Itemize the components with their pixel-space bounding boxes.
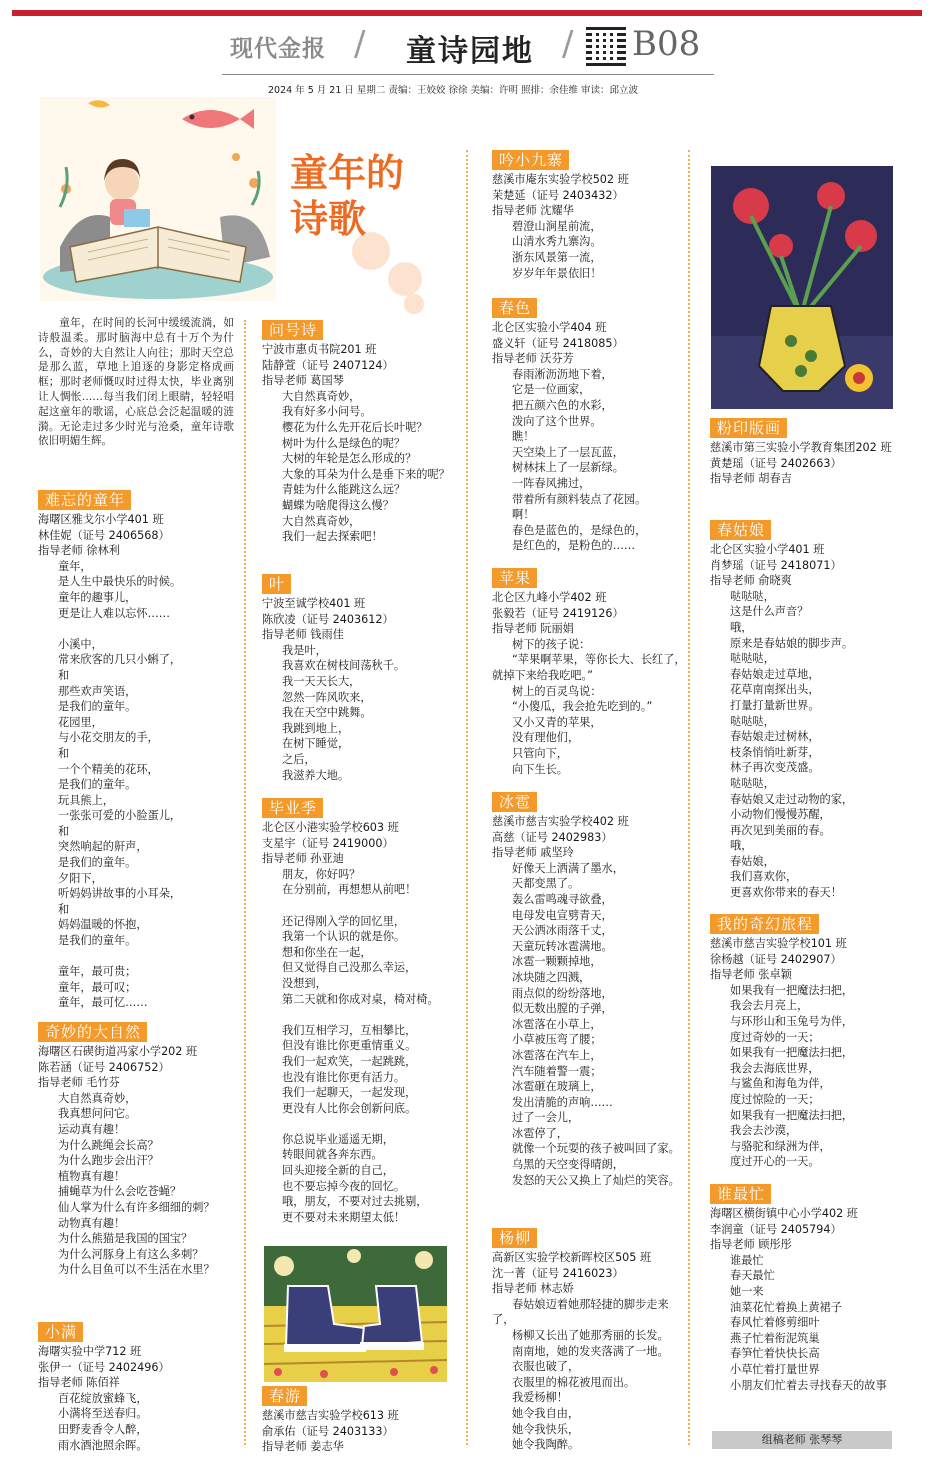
poem-line: 又小又青的苹果， [512, 715, 602, 729]
poem-line: 如果我有一把魔法扫把， [730, 1046, 854, 1060]
poem-student: 支星宇（证号 2419000） [262, 836, 394, 850]
poem-school: 慈溪市慈吉实验学校101 班 [710, 937, 847, 950]
column-separator [244, 320, 246, 1445]
poem-teacher: 指导老师 葛国琴 [262, 374, 344, 388]
poem-line: 没有理他们， [512, 731, 580, 745]
poem-line: 浙东风景第一流， [512, 250, 602, 264]
poem-line: 小朋友们忙着去寻找春天的故事 [730, 1378, 887, 1392]
poem-line: 发怒的天公又换上了灿烂的笑容。 [512, 1173, 680, 1187]
poem-student: 陈欣凌（证号 2403612） [262, 612, 394, 626]
poem-line: 我们互相学习，互相攀比， [282, 1023, 417, 1037]
poem-line: 天公洒冰雨落千丈， [512, 924, 613, 938]
poem-line: 是我们的童年。 [58, 856, 137, 870]
poem-line: 童年，最可忆…… [58, 996, 148, 1010]
poem-line: 一阵春风拂过， [512, 476, 591, 490]
poem-line: 大自然真奇妙， [58, 1091, 137, 1105]
poem-line: 谁最忙 [730, 1253, 764, 1267]
poem-line: 樱花为什么先开花后长叶呢？ [282, 420, 428, 434]
poem-line: 春天最忙 [730, 1269, 775, 1283]
feature-title [290, 150, 404, 242]
poem-line: 杨柳又长出了她那秀丽的长发。 [512, 1328, 669, 1342]
poem-block [262, 568, 458, 783]
poem-line: 汽车随着警一震； [512, 1064, 602, 1078]
poem-line: 哦， [730, 620, 753, 634]
poem-line: 花草南南探出头， [730, 683, 820, 697]
intro-paragraph [38, 316, 234, 449]
poem-title: 吟小九寨 [492, 150, 569, 170]
poem-student: 肖梦瑶（证号 2418071） [710, 558, 842, 572]
poem-line: 我是叶， [282, 643, 327, 657]
poem-block [492, 144, 688, 281]
poem-line: 忽然一阵风吹来， [282, 690, 372, 704]
poem-block [710, 514, 894, 901]
poem-line: 第二天就和你成对桌，椅对椅。 [282, 992, 439, 1006]
poem-line [38, 621, 234, 637]
poem-school: 海曙区石碶街道冯家小学202 班 [38, 1045, 198, 1058]
poem-line: 林子再次变茂盛。 [730, 761, 820, 775]
poem-student: 林佳妮（证号 2406568） [38, 528, 170, 542]
poem-line: 就像一个玩耍的孩子被叫回了家。 [512, 1142, 680, 1156]
poem-line: 春色是蓝色的，是绿色的， [512, 523, 647, 537]
poem-line: 花园里， [58, 715, 103, 729]
poem-school: 北仑区实验小学404 班 [492, 321, 607, 334]
poem-line: 小草被压弯了腰； [512, 1033, 602, 1047]
poem-line: 只管向下， [512, 746, 568, 760]
issue-meta: 2024 年 5 月 21 日 星期二 责编：王姣姣 徐徐 美编：许明 照排：余佳维 审读：邱立波 [268, 85, 639, 96]
poem-line: 童年，最可叹； [58, 980, 137, 994]
painting-print [711, 166, 893, 409]
poem-line: 百花绽放蜜蜂飞， [58, 1391, 148, 1405]
poem-line: 打量打量新世界。 [730, 698, 820, 712]
poem-line [262, 1007, 458, 1023]
poem-line: 好像天上洒满了墨水， [512, 861, 624, 875]
poem-line: 我会去海底世界， [730, 1061, 820, 1075]
poem-line: 是我们的童年。 [58, 700, 137, 714]
poem-student: 张伊一（证号 2402496） [38, 1360, 170, 1374]
poem-teacher: 指导老师 俞晓爽 [710, 574, 792, 588]
poem-student: 陆静萱（证号 2407124） [262, 358, 394, 372]
masthead [222, 24, 722, 72]
poem-line: 是我们的童年。 [58, 778, 137, 792]
poem-line: 听妈妈讲故事的小耳朵， [58, 887, 182, 901]
poem-line: 还记得刚入学的回忆里， [282, 914, 406, 928]
poem-line: 发出清脆的声响…… [512, 1095, 613, 1109]
poem-line: 我爱杨柳！ [512, 1391, 568, 1405]
poem-line: 小满将至送春归。 [58, 1407, 148, 1421]
intro-text: 童年，在时间的长河中缓缓流淌，如诗般温柔。那时脑海中总有十万个为什么，奇妙的大自然让人向往；那时天空总是那么蓝，草地上追逐的身影定格成画框；那时老师慨叹时过得太快，毕业离别让人惆怅……每当我们闭上眼睛，轻轻唱起这童年的歌谣，心底总会泛起温暖的涟漪。无论走过多少时光与沧桑，童年诗歌依旧明媚生辉。 [38, 317, 234, 448]
poem-line: 我们一起去探索吧！ [282, 530, 383, 544]
poem-line: 小草忙着打量世界 [730, 1362, 820, 1376]
qr-code-icon [586, 26, 626, 66]
poem-school: 慈溪市慈吉实验学校613 班 [262, 1409, 399, 1422]
poem-line: 在树下睡觉， [282, 737, 350, 751]
poem-teacher: 指导老师 沃芬芳 [492, 352, 574, 366]
poem-line: 春雨淅沥沥地下着， [512, 367, 613, 381]
poem-block [710, 412, 894, 487]
poem-line: 电母发电宣劈青天， [512, 908, 613, 922]
title-line: 诗歌 [290, 197, 367, 241]
poem-line: 泼向了这个世界。 [512, 414, 602, 428]
poem-school: 宁波至诚学校401 班 [262, 597, 366, 610]
flower-vase-painting-image [711, 166, 893, 409]
top-red-bar [12, 10, 922, 16]
poem-line: 哒哒哒， [730, 589, 775, 603]
poem-line: 与环形山和玉兔号为伴， [730, 1014, 854, 1028]
poem-line: 我跳到地上， [282, 721, 350, 735]
poem-block [262, 314, 458, 545]
column-separator [688, 150, 690, 1445]
poem-line: 树叶为什么是绿色的呢？ [282, 436, 406, 450]
poem-line: 玩具熊上， [58, 793, 114, 807]
poem-line: 树林抹上了一层新绿。 [512, 461, 624, 475]
poem-line: 这是什么声音？ [730, 605, 809, 619]
poem-line: 冰块随之四溅， [512, 970, 591, 984]
poem-line: 春风忙着修剪细叶 [730, 1316, 820, 1330]
poem-line [262, 1116, 458, 1132]
editor-credit: 组稿老师 张琴琴 [712, 1431, 892, 1449]
poem-line: 天都变黑了。 [512, 877, 580, 891]
poem-line: 她一来 [730, 1284, 764, 1298]
poem-line: 田野麦香令人醉， [58, 1422, 148, 1436]
hero-illustration [40, 97, 276, 301]
poem-line: 度过奇妙的一天； [730, 1030, 820, 1044]
poem-line: 枝条悄悄吐新芽， [730, 745, 820, 759]
poem-line: 再次见到美丽的春。 [730, 823, 831, 837]
poem-line: 冰雹落在汽车上， [512, 1048, 602, 1062]
poem-line: 燕子忙着衔泥筑巢 [730, 1331, 820, 1345]
poem-line: 我喜欢在树枝间荡秋千。 [282, 659, 406, 673]
poem-line: 动物真有趣！ [58, 1216, 126, 1230]
poem-line: 带着所有颜料装点了花园。 [512, 492, 647, 506]
poem-line: 与小花交朋友的手， [58, 731, 159, 745]
poem-line: 仙人掌为什么有许多细细的刺？ [58, 1200, 215, 1214]
poem-block [262, 1380, 458, 1455]
poem-line: 山清水秀九寨沟。 [512, 235, 602, 249]
poem-student: 沈一菁（证号 2416023） [492, 1266, 624, 1280]
poem-line: 如果我有一把魔法扫把， [730, 983, 854, 997]
poem-line: 想和你坐在一起， [282, 945, 372, 959]
poem-teacher: 指导老师 胡春吉 [710, 472, 792, 486]
poem-line: 原来是春姑娘的脚步声。 [730, 636, 854, 650]
poem-line: 我有好多小问号。 [282, 405, 372, 419]
poem-school: 海曙实验中学712 班 [38, 1345, 142, 1358]
poem-title: 难忘的童年 [38, 490, 131, 510]
poem-school: 慈溪市庵东实验学校502 班 [492, 173, 629, 186]
poem-teacher: 指导老师 毛竹芬 [38, 1076, 120, 1090]
poem-line: 运动真有趣！ [58, 1122, 126, 1136]
poem-line: 我一天天长大， [282, 674, 361, 688]
poem-line: 哦，朋友，不要对过去挑剔， [282, 1195, 428, 1209]
poem-title: 粉印版画 [710, 418, 787, 438]
poem-line: 也不要忘掉今夜的回忆。 [282, 1179, 406, 1193]
poem-line: 与骆驼和绿洲为伴， [730, 1139, 831, 1153]
poem-line: 哒哒哒， [730, 714, 775, 728]
poem-teacher: 指导老师 戚坚玲 [492, 846, 574, 860]
poem-title: 奇妙的大自然 [38, 1022, 147, 1042]
poem-line: 突然响起的鼾声， [58, 840, 148, 854]
poem-line: 转眼间就各奔东西。 [282, 1148, 383, 1162]
poem-line: 向下生长。 [512, 762, 568, 776]
poem-line: 雨点似的纷纷落地， [512, 986, 613, 1000]
poem-line: 春姑娘， [730, 854, 775, 868]
poem-student: 李润童（证号 2405794） [710, 1222, 842, 1236]
poem-teacher: 指导老师 钱雨佳 [262, 628, 344, 642]
section-name: 童诗园地 [406, 34, 534, 69]
poem-line: 和 [58, 668, 70, 682]
poem-title: 我的奇幻旅程 [710, 914, 819, 934]
poem-teacher: 指导老师 孙亚迪 [262, 852, 344, 866]
poem-block [38, 1016, 234, 1278]
poem-line: “苹果啊苹果，等你长大、长红了，就掉下来给我吃吧。” [492, 653, 686, 682]
poem-line: 冰雹停了， [512, 1126, 568, 1140]
poem-line: 大象的耳朵为什么是垂下来的呢？ [282, 467, 450, 481]
poem-teacher: 指导老师 徐林利 [38, 544, 120, 558]
poem-line [38, 949, 234, 965]
girl-reading-book-illustration [40, 97, 276, 301]
poem-block [492, 786, 688, 1188]
poem-school: 高新区实验学校新晖校区505 班 [492, 1251, 652, 1264]
sneakers-painting-image [264, 1246, 447, 1382]
poem-line: 南南地，她的发夹落满了一地。 [512, 1344, 669, 1358]
poem-line: 冰雹一颗颗掉地， [512, 955, 602, 969]
poem-line: 我第一个认识的就是你。 [282, 930, 406, 944]
poem-line: 妈妈温暖的怀抱， [58, 918, 148, 932]
poem-line: 童年，最可贵； [58, 965, 137, 979]
poem-line: 哒哒哒， [730, 776, 775, 790]
poem-line: 为什么河豚身上有这么多刺？ [58, 1247, 204, 1261]
poem-title: 春姑娘 [710, 520, 771, 540]
poem-line: 天童玩转冰雹满地。 [512, 939, 613, 953]
title-line: 童年的 [290, 151, 405, 195]
poem-line: 轰么雷鸣魂寻欲叠， [512, 892, 613, 906]
poem-line: 度过惊险的一天； [730, 1092, 820, 1106]
poem-title: 叶 [262, 574, 291, 594]
poem-line: 大自然真奇妙， [282, 389, 361, 403]
poem-block [492, 292, 688, 554]
poem-line: 春姑娘又走过动物的家， [730, 792, 854, 806]
poem-line: 天空染上了一层瓦蓝， [512, 445, 624, 459]
poem-title: 毕业季 [262, 798, 323, 818]
poem-teacher: 指导老师 顾彤彤 [710, 1238, 792, 1252]
poem-student: 陈若涵（证号 2406752） [38, 1060, 170, 1074]
poem-line: 但又觉得自己没那么幸运， [282, 961, 417, 975]
poem-student: 黄楚瑶（证号 2402663） [710, 456, 842, 470]
poem-line: 雨水酒池照余晖。 [58, 1438, 148, 1452]
poem-line: 常来欣客的几只小蝌了， [58, 653, 182, 667]
decor-circle [388, 262, 422, 296]
header-rule [222, 74, 714, 75]
poem-title: 春游 [262, 1386, 307, 1406]
poem-student: 高慈（证号 2402983） [492, 830, 613, 844]
poem-line: 和 [58, 902, 70, 916]
poem-line: 小动物们慢慢苏醒， [730, 808, 831, 822]
poem-line: 度过开心的一天。 [730, 1155, 820, 1169]
poem-line: 青蛙为什么能跳这么远？ [282, 483, 406, 497]
poem-line: “小傻瓜，我会抢先吃到的。” [512, 700, 653, 714]
poem-line: 碧澄山涧星前流， [512, 219, 602, 233]
poem-line: 衣服也破了， [512, 1360, 580, 1374]
poem-line: 没想到， [282, 976, 327, 990]
poem-line: 春姑娘走过草地， [730, 667, 820, 681]
poem-line: 她令我快乐， [512, 1422, 580, 1436]
poem-line: 哒哒哒， [730, 652, 775, 666]
poem-line: 春姑娘迈着她那轻捷的脚步走来了， [492, 1297, 669, 1327]
poem-school: 海曙区横街镇中心小学402 班 [710, 1207, 858, 1220]
poem-line: 朋友，你好吗？ [282, 867, 361, 881]
poem-line: 我滋养大地。 [282, 768, 350, 782]
poem-teacher: 指导老师 林志娇 [492, 1282, 574, 1296]
poem-student: 徐杨越（证号 2402907） [710, 952, 842, 966]
poem-title: 问号诗 [262, 320, 323, 340]
poem-teacher: 指导老师 阮丽娟 [492, 622, 574, 636]
poem-line: 更是让人难以忘怀…… [58, 606, 170, 620]
poem-school: 慈溪市慈吉实验学校402 班 [492, 815, 629, 828]
poem-line: 树上的百灵鸟说： [512, 684, 602, 698]
poem-line: 我在天空中跳舞。 [282, 706, 372, 720]
poem-line: 植物真有趣！ [58, 1169, 126, 1183]
poem-line: 我会去月亮上， [730, 999, 809, 1013]
poem-line: 似无数出膛的子弹， [512, 1002, 613, 1016]
poem-line: 是我们的童年。 [58, 934, 137, 948]
poem-block [710, 1178, 894, 1393]
divider-slash: / [562, 24, 574, 64]
paper-name: 现代金报 [230, 35, 326, 62]
poem-line: 乌黑的天空变得晴朗， [512, 1158, 624, 1172]
poem-line: 她令我自由， [512, 1406, 580, 1420]
poem-line: 回头迎接全新的自己， [282, 1164, 394, 1178]
poem-line: 那些欢声笑语， [58, 684, 137, 698]
poem-line: 为什么跑步会出汗？ [58, 1154, 159, 1168]
poem-line: 更喜欢你带来的春天！ [730, 886, 842, 900]
page-number: B08 [632, 24, 701, 64]
poem-line: 冰雹落在小草上， [512, 1017, 602, 1031]
poem-line: 童年， [58, 559, 92, 573]
poem-line: 油菜花忙着换上黄裙子 [730, 1300, 842, 1314]
poem-line: 更没有人比你会创新问底。 [282, 1101, 417, 1115]
poem-line: 蝴蝶为啥爬得这么慢？ [282, 498, 394, 512]
poem-student: 俞承佑（证号 2403133） [262, 1424, 394, 1438]
poem-line: 哦， [730, 839, 753, 853]
poem-student: 茉楚延（证号 2403432） [492, 188, 624, 202]
poem-line: 大自然真奇妙， [282, 514, 361, 528]
poem-line [262, 898, 458, 914]
poem-block [710, 908, 894, 1170]
poem-block [262, 792, 458, 1225]
poem-line: 也没有谁比你更有活力。 [282, 1070, 406, 1084]
poem-line: 小溪中， [58, 637, 103, 651]
divider-slash: / [354, 24, 366, 64]
poem-line: 童年的趣事儿， [58, 590, 137, 604]
poem-line: 岁岁年年景依旧！ [512, 266, 602, 280]
poem-teacher: 指导老师 沈耀华 [492, 204, 574, 218]
poem-line: 你总说毕业遥遥无期， [282, 1132, 394, 1146]
poem-line: 和 [58, 824, 70, 838]
painting-spring-outing [264, 1246, 447, 1382]
decor-circle [404, 294, 424, 314]
poem-title: 春色 [492, 298, 537, 318]
poem-line: 为什么目鱼可以不生活在水里？ [58, 1263, 215, 1277]
poem-teacher: 指导老师 姜志华 [262, 1440, 344, 1454]
poem-school: 北仑区实验小学401 班 [710, 543, 825, 556]
poem-title: 冰雹 [492, 792, 537, 812]
poem-school: 北仑区小港实验学校603 班 [262, 821, 399, 834]
poem-teacher: 指导老师 陈佰祥 [38, 1376, 120, 1390]
poem-block [492, 562, 688, 777]
poem-line: 我们一起欢笑，一起跳跳， [282, 1054, 417, 1068]
poem-line: 为什么跳绳会长高？ [58, 1138, 159, 1152]
poem-line: 之后， [282, 752, 316, 766]
poem-line: 和 [58, 746, 70, 760]
column-separator [466, 150, 468, 1445]
poem-teacher: 指导老师 张卓颖 [710, 968, 792, 982]
poem-title: 杨柳 [492, 1228, 537, 1248]
poem-line: 与鲨鱼和海龟为伴， [730, 1077, 831, 1091]
poem-school: 北仑区九峰小学402 班 [492, 591, 607, 604]
poem-student: 张毅若（证号 2419126） [492, 606, 624, 620]
poem-line: 是红色的，是粉色的…… [512, 539, 636, 553]
poem-line: 但没有谁比你更重情重义。 [282, 1039, 417, 1053]
poem-line: 大树的年轮是怎么形成的？ [282, 452, 417, 466]
poem-line: 冰雹砸在玻璃上， [512, 1080, 602, 1094]
poem-line: 更不要对未来期望太低！ [282, 1210, 406, 1224]
poem-title: 小满 [38, 1322, 83, 1342]
poem-line: 春笋忙着快快长高 [730, 1347, 820, 1361]
poem-line: 为什么熊猫是我国的国宝？ [58, 1232, 193, 1246]
poem-line: 它是一位画家， [512, 383, 591, 397]
poem-line: 树下的孩子说： [512, 637, 591, 651]
poem-line: 把五颜六色的水彩， [512, 398, 613, 412]
poem-line: 我们喜欢你， [730, 870, 798, 884]
poem-school: 慈溪市第三实验小学教育集团202 班 [710, 441, 892, 454]
poem-line: 如果我有一把魔法扫把， [730, 1108, 854, 1122]
poem-line: 一个个精美的花环， [58, 762, 159, 776]
poem-line: 她令我陶醉。 [512, 1438, 580, 1452]
poem-line: 我真想问问它。 [58, 1107, 137, 1121]
poem-block [492, 1222, 688, 1453]
poem-line: 捕蝇草为什么会吃苍蝇？ [58, 1185, 182, 1199]
poem-student: 盛义轩（证号 2418085） [492, 336, 624, 350]
poem-line: 在分别前，再想想从前吧！ [282, 883, 417, 897]
poem-line: 瞧！ [512, 430, 535, 444]
poem-line: 我会去沙漠， [730, 1124, 798, 1138]
poem-school: 海曙区雅戈尔小学401 班 [38, 513, 164, 526]
poem-block [38, 1316, 234, 1453]
poem-line: 一张张可爱的小脸蛋儿， [58, 809, 182, 823]
poem-title: 苹果 [492, 568, 537, 588]
poem-line: 衣服里的棉花被甩而出。 [512, 1375, 636, 1389]
poem-line: 我们一起聊天，一起发现， [282, 1086, 417, 1100]
poem-line: 过了一会儿， [512, 1111, 580, 1125]
poem-block [38, 484, 234, 1011]
poem-school: 宁波市惠贞书院201 班 [262, 343, 377, 356]
poem-line: 春姑娘走过树林， [730, 730, 820, 744]
poem-line: 啊！ [512, 508, 535, 522]
poem-line: 夕阳下， [58, 871, 103, 885]
poem-title: 谁最忙 [710, 1184, 771, 1204]
poem-line: 是人生中最快乐的时候。 [58, 575, 182, 589]
